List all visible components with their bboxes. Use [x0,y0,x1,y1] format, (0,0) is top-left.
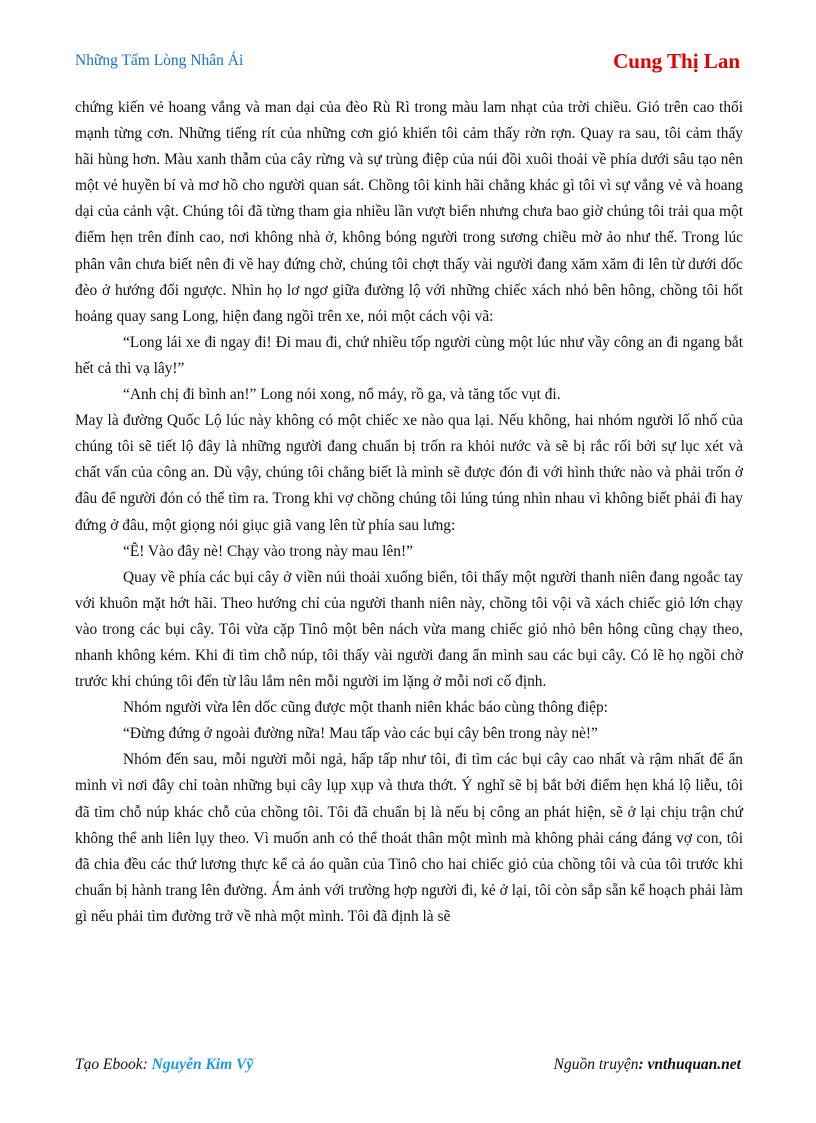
author-name: Cung Thị Lan [613,49,740,73]
ebook-credit [75,1056,253,1074]
paragraph: Nhóm người vừa lên dốc cũng được một thanh niên khác báo cùng thông điệp: [123,699,608,717]
source-label: Nguồn truyện [553,1056,639,1073]
paragraph: chứng kiến vẻ hoang vắng và man dại của đèo Rù Rì trong màu lam nhạt của trời chiều. Gió trên cao thổi mạnh từng cơn. Những tiếng rít của những cơn gió khiến tôi cảm thấy rờn rợn. Quay ra sau, tôi cảm thấy hãi hùng hơn. Màu xanh thẫm của cây rừng và sự trùng điệp của núi đồi xuôi thoải về phía dưới sâu tạo nên một vẻ huyền bí và mơ hồ cho người quan sát. Chồng tôi kinh hãi chẳng khác gì tôi vì sự vắng vẻ và hoang dại của cảnh vật. Chúng tôi đã từng tham gia nhiều lần vượt biển nhưng chưa bao giờ chúng tôi trải qua một điểm hẹn trên đỉnh cao, nơi không nhà ở, không bóng người trong sương chiều mờ ảo như thế. Trong lúc phân vân chưa biết nên đi về hay đứng chờ, chúng tôi chợt thấy vài người đang xăm xăm đi lên từ dưới dốc đèo ở hướng đối ngược. Nhìn họ lơ ngơ giữa đường lộ với những chiếc xách nhỏ bên hông, chồng tôi hốt hoảng quay sang Long, hiện đang ngồi trên xe, nói một cách vội vã: [75,99,743,325]
source-separator: : [638,1056,648,1073]
paragraph: “Anh chị đi bình an!” Long nói xong, nổ máy, rồ ga, và tăng tốc vụt đi. [123,386,561,404]
ebook-separator: : [142,1056,152,1073]
paragraph: “Đừng đứng ở ngoài đường nữa! Mau tấp vào các bụi cây bên trong này nè!” [123,725,598,743]
paragraph: May là đường Quốc Lộ lúc này không có một chiếc xe nào qua lại. Nếu không, hai nhóm người lố nhố của chúng tôi sẽ tiết lộ đây là những người đang chuẩn bị trốn ra khỏi nước và sẽ bị rắc rối bởi sự lục xét và chất vấn của công an. Dù vậy, chúng tôi chẳng biết là mình sẽ được đón đi với hình thức nào và phải trốn ở đâu để người đón có thể tìm ra. Trong khi vợ chồng chúng tôi lúng túng nhìn nhau vì không biết phải đi hay đứng ở đâu, một giọng nói giục giã vang lên từ phía sau lưng: [75,412,743,534]
source-site: vnthuquan.net [647,1056,741,1073]
ebook-label: Tạo Ebook [75,1056,143,1073]
paragraph: Quay về phía các bụi cây ở viền núi thoải xuống biển, tôi thấy một người thanh niên đang ngoắc tay với khuôn mặt hớt hãi. Theo hướng chỉ của người thanh niên này, chồng tôi vội vã xách chiếc giỏ lớn chạy vào trong các bụi cây. Tôi vừa cặp Tinô một bên nách vừa mang chiếc giỏ nhỏ bên hông cũng chạy theo, nhanh không kém. Khi đi tìm chỗ núp, tôi thấy vài người đang ẩn mình sau các bụi cây. Có lẽ họ ngồi chờ trước khi chúng tôi đến từ lâu lắm nên mỗi người im lặng ở mỗi nơi cố định. [75,568,743,691]
story-body [75,95,743,930]
paragraph: Nhóm đến sau, mỗi người mỗi ngả, hấp tấp như tôi, đi tìm các bụi cây cao nhất và rậm nhất để ẩn mình vì nơi đây chỉ toàn những bụi cây lụp xụp và thưa thớt. Ý nghĩ sẽ bị bắt bởi điểm hẹn khá lộ liễu, tôi đã tìm chỗ núp khác chỗ của chồng tôi. Tôi đã chuẩn bị là nếu bị công an phát hiện, sẽ ở lại chịu trận chứ không thể anh liên lụy theo. Vì muốn anh có thể thoát thân một mình mà không phải cáng đáng vợ con, tôi đã chia đều các thứ lương thực kể cả áo quần của Tinô cho hai chiếc giỏ của chồng tôi và của tôi trước khi chuẩn bị hành trang lên đường. Ám ảnh với trường hợp người đi, kẻ ở lại, tôi còn sắp sẵn kế hoạch phải làm gì nếu phải tìm đường trở về nhà một mình. Tôi đã định là sẽ [75,751,743,925]
paragraph: “Long lái xe đi ngay đi! Đi mau đi, chứ nhiều tốp người cùng một lúc như vầy công an đi ngang bắt hết cả thì vạ lây!” [75,333,743,377]
source-credit [554,1056,741,1074]
paragraph: “Ê! Vào đây nè! Chạy vào trong này mau lên!” [123,542,413,560]
ebook-creator: Nguyễn Kim Vỹ [151,1056,254,1073]
book-title: Những Tấm Lòng Nhân Ái [75,52,244,69]
